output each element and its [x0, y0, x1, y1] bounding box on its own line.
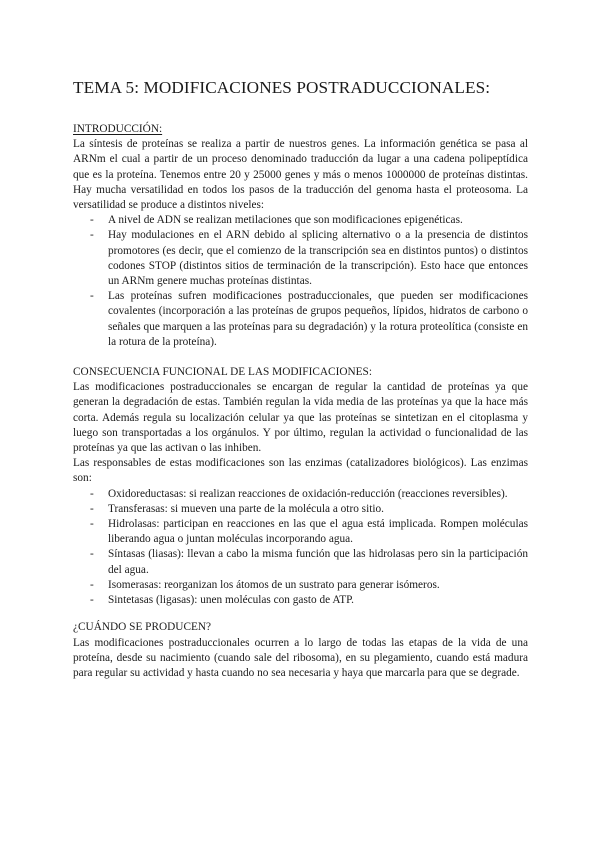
list-item	[73, 228, 528, 289]
list-item	[73, 502, 528, 517]
list-item-text: Transferasas: si mueven una parte de la molécula a otro sitio.	[108, 502, 384, 515]
list-item	[73, 593, 528, 608]
bullet-dash: -	[90, 578, 94, 591]
list-item-text: Isomerasas: reorganizan los átomos de un sustrato para generar isómeros.	[108, 578, 440, 591]
list-item-text: Sintetasas (ligasas): unen moléculas con gasto de ATP.	[108, 594, 354, 607]
section-heading: CONSECUENCIA FUNCIONAL DE LAS MODIFICACIONES:	[73, 366, 372, 379]
paragraph: Las responsables de estas modificaciones son las enzimas (catalizadores biológicos). Las enzimas son:	[73, 457, 528, 485]
bullet-dash: -	[90, 594, 94, 607]
list-item-text: Hay modulaciones en el ARN debido al splicing alternativo o a la presencia de distintos promotores (es decir, que el comienzo de la transcripción sea en distintos puntos) o distintos codones STOP (distintos sitios de terminación de la transcripción). Esto hace que entonces un ARNm genere muchas proteínas distintas.	[108, 229, 528, 288]
paragraph: Las modificaciones postraduccionales ocurren a lo largo de todas las etapas de la vida de una proteína, desde su nacimiento (cuando sale del ribosoma), en su plegamiento, cuando está madura para regular su actividad y hasta cuando no sea necesaria y haya que marcarla para que se degrade.	[73, 636, 528, 679]
list-item	[73, 289, 528, 350]
list-item-text: A nivel de ADN se realizan metilaciones que son modificaciones epigenéticas.	[108, 214, 463, 227]
bullet-dash: -	[90, 502, 94, 515]
section-heading: ¿CUÁNDO SE PRODUCEN?	[73, 621, 212, 634]
list-item-text: Oxidoreductasas: si realizan reacciones de oxidación-reducción (reacciones reversibles).	[108, 487, 508, 500]
document-page	[73, 78, 528, 681]
paragraph: Las modificaciones postraduccionales se encargan de regular la cantidad de proteínas ya que generan la degradación de estas. También regulan la vida media de las proteínas ya que la hace más corta. Además regula su localización celular ya que las proteínas se sintetizan en el citoplasma y luego son transportadas a los orgánulos. Y por último, regulan la actividad o funcionalidad de las proteínas ya que las activan o las inhiben.	[73, 381, 528, 455]
bullet-dash: -	[90, 214, 94, 227]
list-item-text: Síntasas (liasas): llevan a cabo la misma función que las hidrolasas pero sin la participación del agua.	[108, 548, 528, 576]
section-cuando-se-producen	[73, 620, 528, 681]
paragraph: La síntesis de proteínas se realiza a partir de nuestros genes. La información genética se pasa al ARNm el cual a partir de un proceso denominado traducción da lugar a una cadena polipeptídica que es la proteína. Tenemos entre 20 y 25000 genes y más o menos 1000000 de proteínas distintas. Hay mucha versatilidad en todos los pasos de la traducción del genoma hasta el proteosoma. La versatilidad se produce a distintos niveles:	[73, 138, 528, 212]
list-item-text: Las proteínas sufren modificaciones postraduccionales, que pueden ser modificaciones covalentes (incorporación a las proteínas de grupos pequeños, lípidos, hidratos de carbono o señales que marquen a las proteínas para su degradación) y la rotura proteolítica (consiste en la rotura de la proteína).	[108, 290, 528, 348]
section-introduccion	[73, 122, 528, 350]
spacer	[73, 608, 528, 620]
spacer	[73, 350, 528, 365]
bullet-dash: -	[90, 290, 94, 303]
list-item-text: Hidrolasas: participan en reacciones en las que el agua está implicada. Rompen moléculas liberando agua o juntan moléculas incorporando agua.	[108, 518, 528, 546]
list-item	[73, 547, 528, 577]
section-consecuencia-funcional	[73, 365, 528, 608]
bullet-dash: -	[90, 487, 94, 500]
list-item	[73, 578, 528, 593]
bullet-list	[73, 487, 528, 609]
list-item	[73, 517, 528, 547]
list-item	[73, 213, 528, 228]
page-title: TEMA 5: MODIFICACIONES POSTRADUCCIONALES:	[73, 78, 491, 97]
bullet-dash: -	[90, 548, 94, 561]
bullet-dash: -	[90, 518, 94, 531]
bullet-dash: -	[90, 229, 94, 242]
section-heading: INTRODUCCIÓN:	[73, 123, 163, 135]
list-item	[73, 487, 528, 502]
bullet-list	[73, 213, 528, 350]
